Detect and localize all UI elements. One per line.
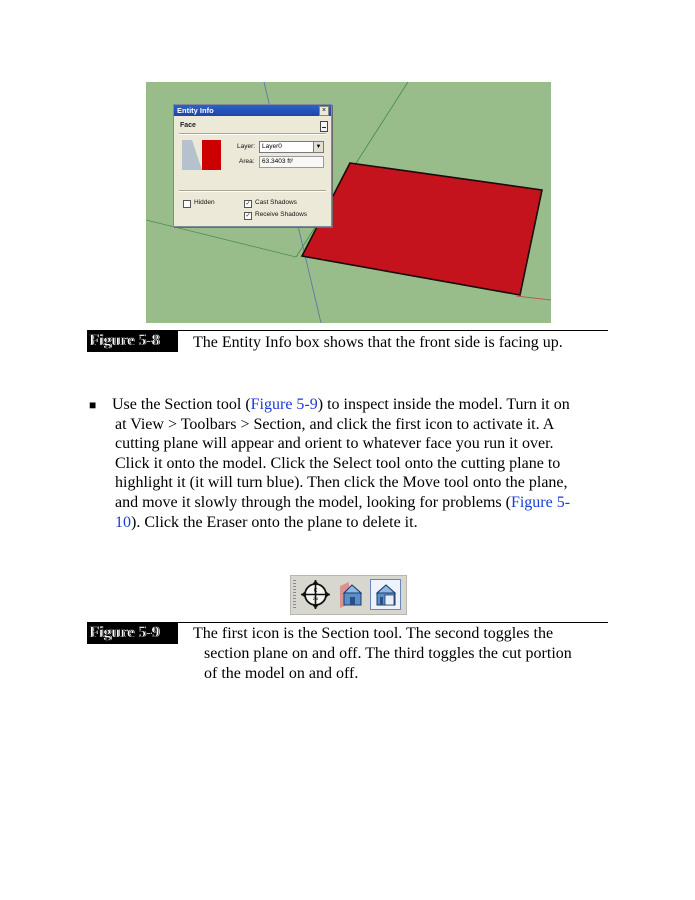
cast-shadows-label: Cast Shadows <box>255 199 297 206</box>
hidden-label: Hidden <box>194 199 215 206</box>
paragraph-line: highlight it (it will turn blue). Then click the Move tool onto the plane, <box>115 474 568 492</box>
cast-shadows-checkbox[interactable]: ✓ <box>245 201 251 207</box>
bullet-icon: ■ <box>89 398 97 412</box>
display-section-cuts-icon[interactable] <box>370 579 401 610</box>
figure-label: Figure 5-8 <box>87 331 178 352</box>
entity-type-label: Face <box>180 122 196 129</box>
area-field <box>259 156 324 168</box>
paragraph-line: cutting plane will appear and orient to whatever face you run it over. <box>115 435 554 453</box>
svg-text:C: C <box>313 588 318 594</box>
paragraph-line: at View > Toolbars > Section, and click the first icon to activate it. A <box>115 415 555 433</box>
red-axis-line <box>516 296 551 300</box>
pin-icon[interactable] <box>320 121 328 132</box>
text-run: ). Click the Eraser onto the plane to delete it. <box>131 513 418 531</box>
layer-value: Layer0 <box>262 143 282 150</box>
dialog-title: Entity Info <box>177 106 214 115</box>
front-material-swatch[interactable] <box>202 140 221 170</box>
paragraph-line <box>112 395 607 415</box>
close-icon[interactable]: × <box>319 106 329 116</box>
figure-link[interactable]: Figure 5- <box>510 493 571 511</box>
layer-select[interactable] <box>259 141 324 153</box>
dialog-titlebar[interactable] <box>174 105 331 116</box>
figure-5-8-screenshot <box>146 82 551 323</box>
section-toolbar <box>290 575 407 615</box>
figure-link[interactable]: Figure 5-9 <box>250 396 318 413</box>
chevron-down-icon[interactable]: ▼ <box>313 142 323 152</box>
face-front-side[interactable] <box>302 163 542 295</box>
figure-caption-line: of the model on and off. <box>204 665 359 682</box>
back-material-swatch[interactable] <box>182 140 192 170</box>
receive-shadows-checkbox[interactable]: ✓ <box>245 213 251 219</box>
area-label: Area: <box>239 158 255 165</box>
hidden-checkbox[interactable] <box>183 200 191 208</box>
toolbar-grip[interactable] <box>293 580 296 610</box>
paragraph-line: Click it onto the model. Click the Select tool onto the cutting plane to <box>115 454 561 472</box>
layer-label: Layer: <box>237 143 256 150</box>
divider <box>179 190 326 192</box>
entity-info-dialog <box>173 104 332 227</box>
receive-shadows-label: Receive Shadows <box>255 211 308 218</box>
text-run: ) to inspect inside the model. Turn it on <box>317 396 570 413</box>
figure-caption-line: The first icon is the Section tool. The second toggles the <box>193 625 554 642</box>
area-value: 63.3403 ft² <box>262 158 294 165</box>
figure-caption-line: section plane on and off. The third toggles the cut portion <box>204 645 572 662</box>
text-run: and move it slowly through the model, looking for problems ( <box>115 493 511 511</box>
svg-text:2 6: 2 6 <box>312 596 319 601</box>
figure-caption: The Entity Info box shows that the front side is facing up. <box>193 334 563 351</box>
paragraph-line <box>112 513 607 533</box>
figure-link[interactable]: 10 <box>115 513 131 531</box>
divider <box>179 133 326 135</box>
section-plane-icon[interactable] <box>300 579 331 610</box>
paragraph-line <box>112 493 607 513</box>
text-run: Use the Section tool ( <box>112 396 251 413</box>
figure-label: Figure 5-9 <box>87 623 178 644</box>
display-section-planes-icon[interactable] <box>335 579 366 610</box>
swatch-diagonal-icon <box>192 140 202 170</box>
